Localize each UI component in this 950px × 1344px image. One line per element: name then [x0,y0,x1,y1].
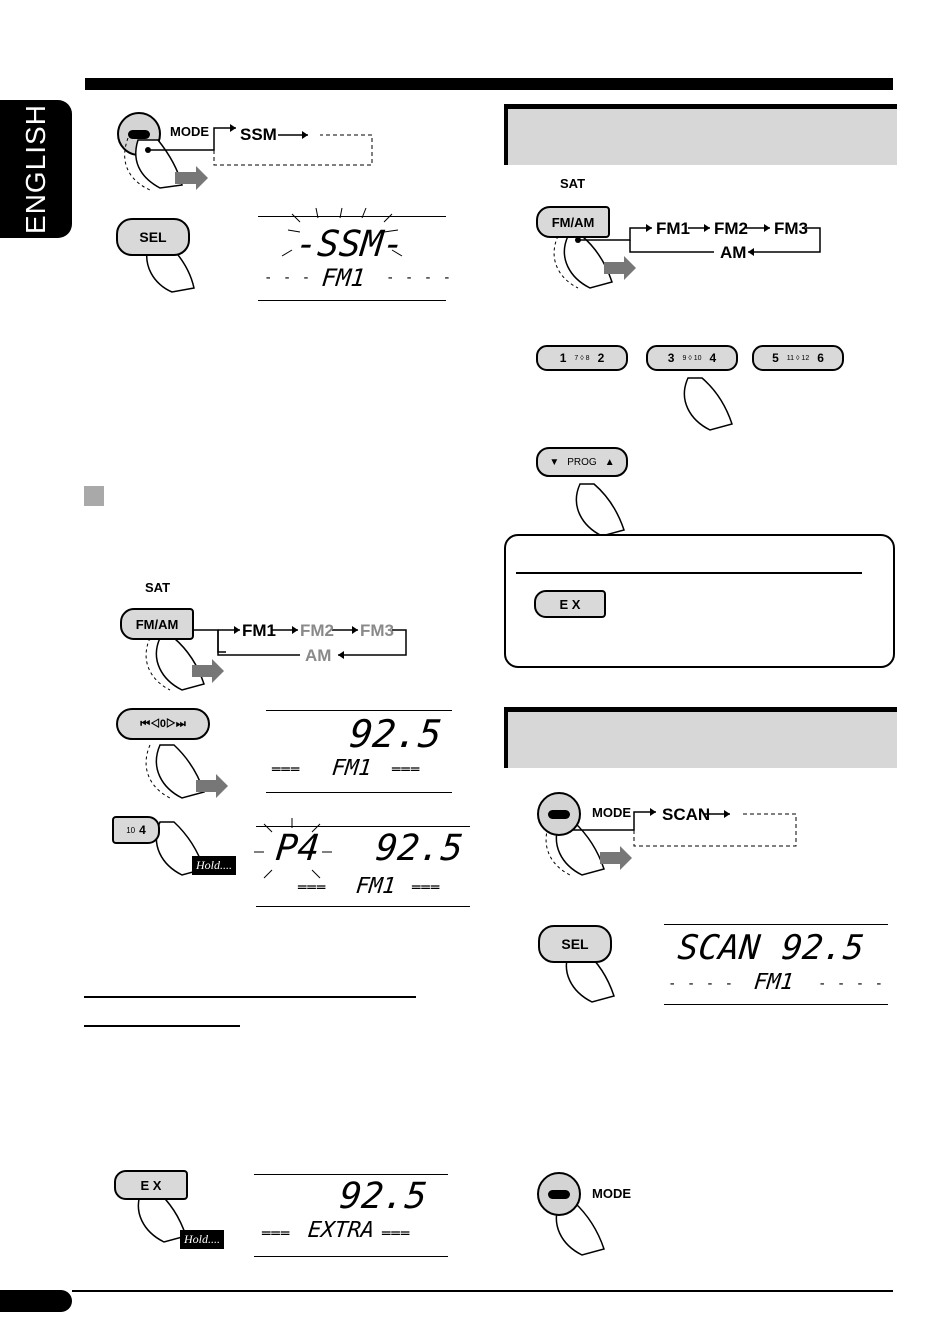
preset-display-bottom-line [256,906,470,907]
section-header-bar-1 [504,104,897,165]
extra-display-bars-right: ═══ [382,1226,411,1242]
preset-3: 3 [667,351,675,365]
preset-button-5-6[interactable] [752,345,844,371]
tuned-display-band: FM1 [330,756,374,781]
ssm-display-top-line [258,216,446,217]
section-marker [84,486,104,506]
flow-fm3-left: FM3 [360,621,394,640]
extra-display-freq: 92.5 [337,1176,429,1217]
extra-display-bottom-line [254,1256,448,1257]
sat-label-right: SAT [560,176,586,191]
prog-down-icon: ▼ [549,456,560,468]
scan-display-dashes-left: - - - - [668,976,735,992]
ssm-display-dashes-right: - - - - [386,270,453,286]
tuned-display-freq: 92.5 [347,712,444,756]
extra-display-label: EXTRA [306,1218,376,1243]
hold-badge-ex: Hold.... [180,1230,224,1249]
section-header-bar-2 [504,707,897,768]
hold-badge-preset: Hold.... [192,856,236,875]
ssm-flow-label: SSM [240,125,277,144]
mode-label: MODE [170,124,209,139]
mode-button-scan-bar [548,810,570,819]
subheading-underline-1 [84,996,416,998]
tuned-display-top-line [266,710,452,711]
mode-label-scan: MODE [592,805,631,820]
preset-6: 6 [817,351,824,365]
scan-display-freq: 92.5 [779,928,866,968]
extra-display-bars-left: ═══ [262,1226,291,1242]
prog-button[interactable] [536,447,628,477]
preset-1-2-mid: 7 ◊ 8 [574,354,590,362]
flow-fm2-left: FM2 [300,621,334,640]
scan-flow-label: SCAN [662,805,711,824]
ex-button-left[interactable]: E X [114,1170,188,1200]
preset-display-band: FM1 [354,874,398,899]
preset-display-preset: P4 [273,828,322,869]
sel-button[interactable]: SEL [116,218,190,256]
mode-button-bottom[interactable] [537,1172,581,1216]
ssm-display-main: -SSM- [293,224,407,265]
mode-button-scan[interactable] [537,792,581,836]
preset-4-button[interactable] [112,816,160,844]
flow-am-left: AM [305,646,332,665]
tuned-display-bottom-line [266,792,452,793]
mode-button-bottom-bar [548,1190,570,1199]
language-label: ENGLISH [20,104,51,234]
ssm-display-dashes-left: - - - [264,270,312,286]
preset-button-1-2[interactable] [536,345,628,371]
flow-fm2-right: FM2 [714,219,748,238]
page-number-tab [0,1290,72,1312]
flow-am-right: AM [720,243,747,262]
ex-button-right[interactable]: E X [534,590,606,618]
preset-4: 4 [709,351,717,365]
scan-display-band: FM1 [752,970,796,995]
scan-display-top-line [664,924,888,925]
tuned-display-bars-right: ═══ [392,762,421,778]
flow-fm1-left: FM1 [242,621,276,640]
preset-display-bars-right: ═══ [412,880,441,896]
info-box-underline [516,572,862,574]
scan-display-dashes-right: - - - - [818,976,885,992]
preset-5-6-mid: 11 ◊ 12 [786,354,810,362]
flow-fm1-right: FM1 [656,219,690,238]
prog-label: PROG [567,456,597,468]
sat-label-left: SAT [145,580,171,595]
prog-up-icon: ▲ [604,456,615,468]
ssm-display-band: FM1 [320,264,367,292]
scan-display-bottom-line [664,1004,888,1005]
flow-fm3-right: FM3 [774,219,808,238]
fm-am-button-right[interactable]: FM/AM [536,206,610,238]
preset-1: 1 [559,351,567,365]
scan-display-main: SCAN [675,928,762,968]
bottom-rule [72,1290,893,1292]
tuned-display-bars-left: ═══ [272,762,301,778]
preset-display-bars-left: ═══ [298,880,327,896]
extra-display-top-line [254,1174,448,1175]
preset-display-top-line [256,826,470,827]
subheading-underline-2 [84,1025,240,1027]
preset-3-4-mid: 9 ◊ 10 [682,354,702,362]
ssm-display-bottom-line [258,300,446,301]
preset-5: 5 [772,351,779,365]
preset-4-small-label: 10 [126,825,136,835]
mode-label-bottom: MODE [592,1186,631,1201]
preset-display-freq: 92.5 [373,828,465,869]
preset-2: 2 [597,351,605,365]
fm-am-button-left[interactable]: FM/AM [120,608,194,640]
tuner-seek-button[interactable]: ⏮◁0▷⏭ [116,708,210,740]
sel-button-right[interactable]: SEL [538,925,612,963]
preset-button-3-4[interactable] [646,345,738,371]
preset-4-number: 4 [139,823,146,837]
